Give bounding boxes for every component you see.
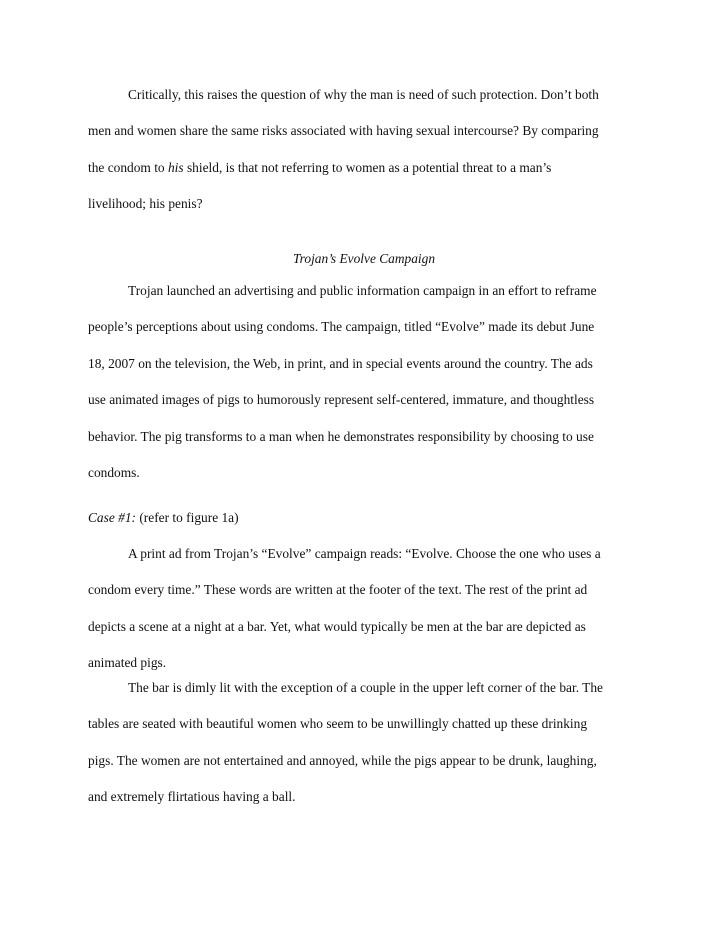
- paragraph-line: tables are seated with beautiful women who seem to be unwillingly chatted up these drinking: [88, 716, 588, 732]
- paragraph-line: condom every time.” These words are written at the footer of the text. The rest of the print ad: [88, 582, 588, 598]
- paragraph-line: [88, 150, 648, 186]
- paragraph-line: condoms.: [88, 465, 140, 481]
- paragraph-line: depicts a scene at a night at a bar. Yet, what would typically be men at the bar are depicted as: [88, 618, 586, 634]
- paragraph-line-part: shield, is that not referring to women as a potential threat to a man’s: [183, 159, 552, 175]
- paragraph-line: use animated images of pigs to humorously represent self-centered, immature, and thoughtless: [88, 392, 595, 408]
- paragraph-line: A print ad from Trojan’s “Evolve” campaign reads: “Evolve. Choose the one who uses a: [128, 546, 601, 561]
- paragraph-critically: [88, 77, 648, 223]
- case-1-heading: [88, 500, 648, 536]
- paragraph-line: livelihood; his penis?: [88, 196, 203, 212]
- paragraph-line: pigs. The women are not entertained and annoyed, while the pigs appear to be drunk, laughing,: [88, 752, 597, 768]
- case-line: [88, 500, 648, 536]
- paragraph-line: 18, 2007 on the television, the Web, in print, and in special events around the country. The ads: [88, 355, 593, 371]
- paragraph-line-part: the condom to: [88, 159, 168, 175]
- paragraph-line: men and women share the same risks associated with having sexual intercourse? By comparing: [88, 123, 599, 139]
- paragraph-line: Critically, this raises the question of why the man is need of such protection. Don’t both: [128, 87, 599, 102]
- section-heading: Trojan’s Evolve Campaign: [292, 251, 436, 266]
- paragraph-line: people’s perceptions about using condoms. The campaign, titled “Evolve” made its debut June: [88, 319, 595, 335]
- paragraph-line: The bar is dimly lit with the exception of a couple in the upper left corner of the bar. The: [128, 680, 603, 695]
- paragraph-trojan-launched: [88, 273, 648, 491]
- paragraph-print-ad: [88, 536, 648, 682]
- paragraph-line: behavior. The pig transforms to a man when he demonstrates responsibility by choosing to use: [88, 428, 594, 444]
- case-label: Case #1:: [88, 510, 136, 525]
- paragraph-line: and extremely flirtatious having a ball.: [88, 789, 296, 805]
- case-reference: (refer to figure 1a): [135, 510, 239, 525]
- paragraph-dimly-lit: [88, 670, 648, 816]
- paragraph-line: Trojan launched an advertising and public information campaign in an effort to reframe: [128, 283, 597, 298]
- emphasis-his: his: [167, 159, 184, 175]
- paragraph-line: animated pigs.: [88, 655, 167, 671]
